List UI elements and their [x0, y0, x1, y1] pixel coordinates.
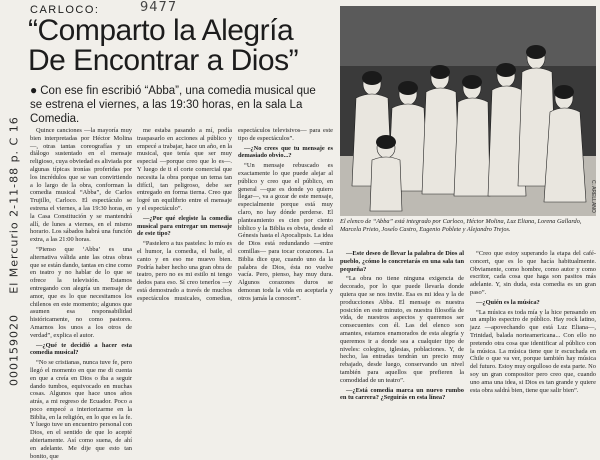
photo-caption: El elenco de “Abba” está integrado por Carloco, Héctor Molina, Luz Eliana, Lorena Gallardo, Marcela Prieto, Joselo Castro, Eugenio Poblete y Alejandro Trejos. [340, 218, 582, 233]
handwritten-source-date: El Mercurio 2-11-88 p. C 16 [7, 116, 21, 294]
text-column-5 [470, 250, 596, 400]
interview-question: —¿No crees que tu mensaje es demasiado obvio...? [238, 144, 333, 160]
paragraph: “Un mensaje rebuscado es exactamente lo que puede alejar al público y creo que el público, en general —que es donde yo quiero llegar—, va a gozar de este mensaje, especialmente porque está muy claro, no hay dónde perderse. El planteamiento es cien por ciento bíblico y la Biblia es obvia, desde el Génesis hasta el Apocalipsis. La idea de Dios está redundando —entre comillas— para tocar corazones. La Biblia dice que, cuando uno da la palabra de Dios, ésta no vuelve vacía. Pero, pienso, hay muy dura. Algunos corazones duros se demoran toda la vida en aceptarla y otros jamás la conocen”. [238, 162, 333, 302]
archive-id-text: 000159020 [7, 314, 21, 386]
text-column-1 [30, 127, 132, 460]
photo-credit: C. ARELLANO [590, 180, 596, 213]
paragraph: “No se cristianas, nunca tuve fe, pero llegó el momento en que me di cuenta en que a creía en Dios o iba a seguir dando tumbos, equivocado en muchas cosas. Algunos que hace unos años atrás, a mi regreso de Ecuador. Poco a poco empecé a interiorizarme en la Biblia, en la religión, en lo que es la fe. Y luego tuve un encuentro personal con Dios, en el sentido de que lo acepté abiertamente. Así como suena, de ahí en adelante. Me dije que esto tan bonito, que [30, 359, 132, 460]
archive-id-stamp [2, 300, 26, 400]
handwritten-number: 9477 [140, 0, 178, 15]
paragraph: “Pastelero a tus pasteles: lo mío es el humor, la comedia, el baile, el canto y en eso me muevo bien. Podría haber hecho una gran obra de teatro, pero no es mi estilo ni tengo dedos para eso. Sí creo tenerlos —y está demostrado a través de muchos espectáculos musicales, comedias, espectáculos televisivos— para este tipo de espectáculos”. [137, 127, 333, 302]
interview-question: —¿Por qué elegiste la comedia musical para entregar un mensaje de este tipo? [137, 214, 232, 238]
text-column-4 [340, 250, 464, 400]
paragraph: “La obra no tiene ninguna exigencia de decorado, por lo que puede llevarla donde quiera que se nos invite. Esa es mi idea y la de producciones Abba. El mensaje es nuestra posición en este minuto, es nuestra filosofía de vida, de nuestros aspectos y queremos ser consecuentes con él. Las del elenco son amantes, estamos enamorados de esta alegría y queremos ir a donde sea a cualquier tipo de niveles: colegios, iglesias, poblaciones. Y, de hecho, las entradas tendrán un precio muy rebajado, desde luego, conservando un nivel también para aquellos que prefieren la comodidad de un teatro”. [340, 275, 464, 384]
interview-question: —Este deseo de llevar la palabra de Dios al pueblo, ¿cómo lo concretarás en una sala tan pequeña? [340, 250, 464, 273]
paragraph: me estaba pasando a mí, podía traspasarlo en acciones al público y empecé a trabajar, hace un año, en la musical, que tenía que ser muy especial —porque creo que lo es—. Y luego de ti el corte comercial que necesita la obra porque un tema tan difícil, tan peligroso, debe ser entregado en forma tierna. Creo que logré un equilibrio entre el mensaje y el espectáculo”. [137, 127, 232, 212]
bullet-icon: ● [30, 83, 38, 97]
paragraph: “La música es toda mía y la hice pensando en un amplio espectro de público. Hay rock latino, jazz —apovechando que está Luz Eliana—, Trinidad, balada norteamericana... Con ello no pretendo otra cosa que identificar al público con la música. La música tiene que ir escuchada en Chile o que va ver, porque también hay música del futuro. Estoy muy orgulloso de esta parte. No soy un gran compositor pero creo que, cuando uno ama una idea, si Dios es tan grande y quiere esta obra saldrá bien, tiene que salir bien”. [470, 308, 596, 394]
paragraph: Quince canciones —la mayoría muy bien interpretadas por Héctor Molina—, otras tantas coreografías y un diálogo sustentado en el mensaje religioso, cuya obviedad es aliviada por algunas típicas ironías proferidas por los incrédulos que se van convirtiendo a lo largo de la obra, conforman la comedia musical “Abba”, de Carlos Trujillo, Carloco. El espectáculo se estrena el viernes, a las 19:30 horas, en la Casa Constitución y se mantendrá allí, de lunes a viernes, en el mismo horario. Los sábados habrá una función extra, a las 21:00 horas. [30, 127, 132, 244]
article-deck [30, 83, 328, 126]
paragraph: “Pienso que ‘Abba’ es una alternativa válida ante las otras obras que se están dando, tantas en cine como en teatro y no hablar de lo que se ofrece la televisión. Estamos entregando con alegría un mensaje de amor, que es lo que necesitamos los chilenos en este momento; algunos que asumen esa responsabilidad históricamente, no como pastores. Amarnos los unos a los otros de verdad”, explica el autor. [30, 245, 132, 339]
article-headline: “Comparto la Alegría De Encontrar a Dios” [28, 14, 299, 77]
text-column-2 [137, 127, 333, 397]
cast-photo-graphic [340, 6, 596, 216]
interview-question: —¿Quién es la música? [476, 298, 540, 306]
interview-question: —¿Está comedia marca un nuevo rumbo en tu carrera? ¿Seguirás en esta línea? [340, 386, 464, 402]
cast-photo [340, 6, 596, 216]
paragraph: “Creo que estoy superando la etapa del café-concert, que es lo que hacía habitualmente. Obviamente, como hombre, como autor y como escritor, cada cosa que haga son pasitos más adelante. Y, sin duda, esta comedia es un gran paso”. [470, 250, 596, 296]
deck-text: Con ese fin escribió “Abba”, una comedia musical que se estrena el viernes, a las 19:30 horas, en la sala La Comedia. [30, 85, 316, 125]
interview-question: —¿Qué te decidió a hacer esta comedia musical? [30, 341, 132, 357]
article-kicker: CARLOCO: [30, 4, 100, 16]
